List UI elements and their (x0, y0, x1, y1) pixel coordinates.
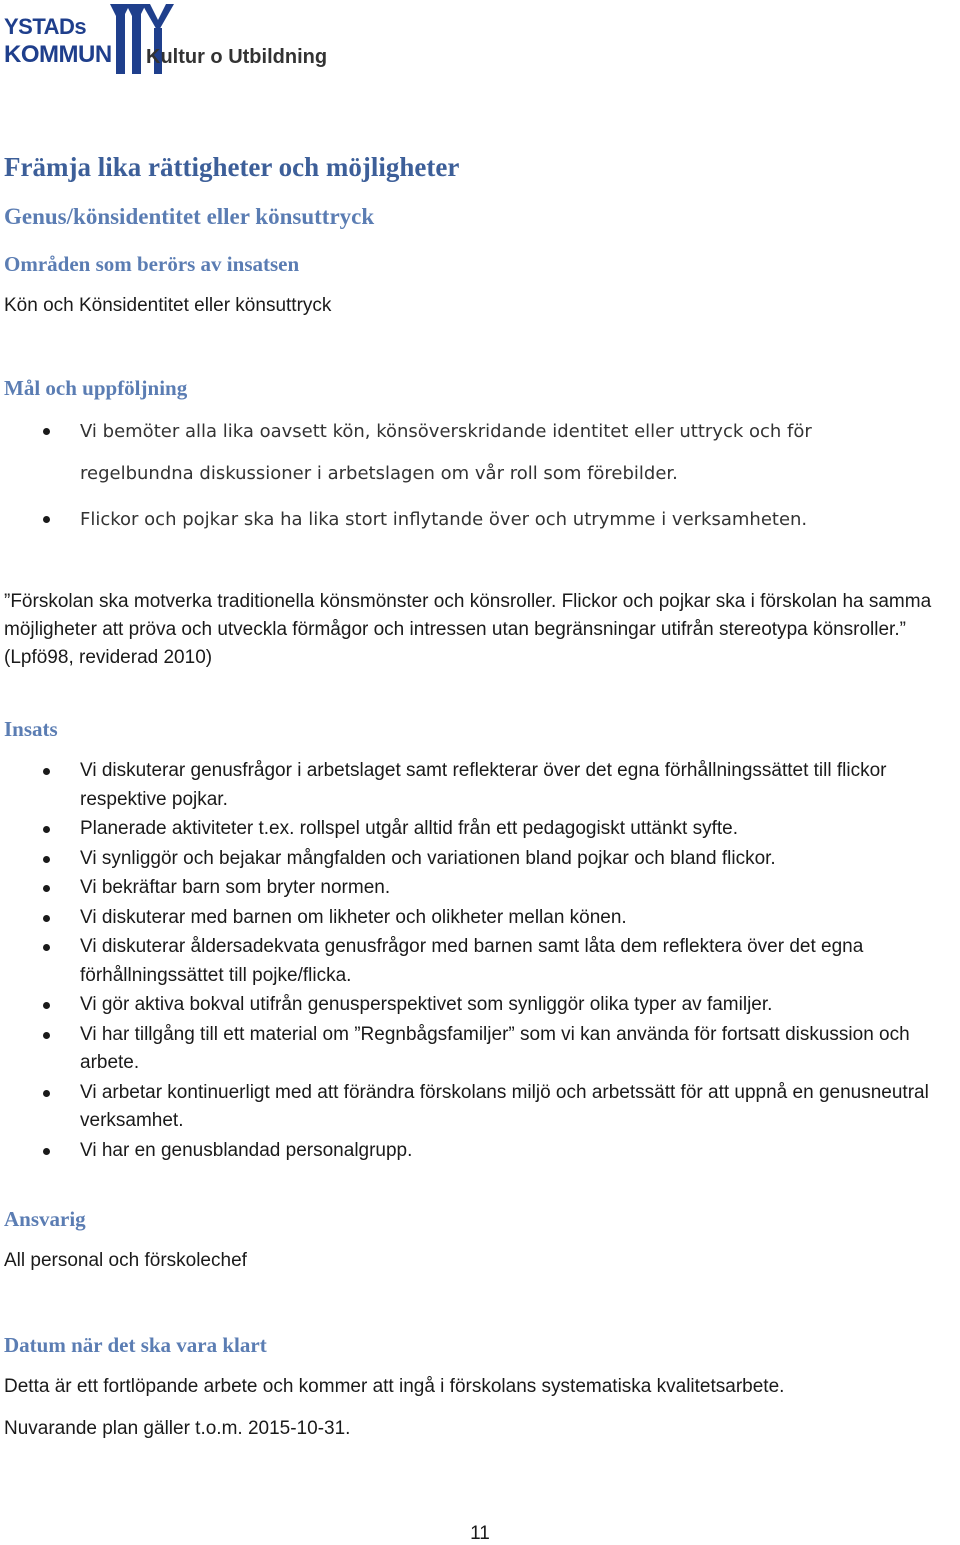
list-item (0, 815, 960, 844)
responsible-heading: Ansvarig (4, 1207, 86, 1231)
logo-line2: KOMMUN (4, 41, 112, 68)
bullet-icon (43, 1032, 50, 1039)
responsible-text: All personal och förskolechef (4, 1250, 247, 1271)
curriculum-quote: ”Förskolan ska motverka traditionella könsmönster och könsroller. Flickor och pojkar ska i förskolan ha samma möjligheter att pröva och utveckla förmågor och intressen utan begränsningar utifrån stereotypa könsroller.” (Lpfö98, reviderad 2010) (4, 591, 932, 668)
areas-text: Kön och Könsidentitet eller könsuttryck (4, 295, 332, 316)
bullet-icon (43, 516, 50, 523)
action-text: Vi synliggör och bejakar mångfalden och variationen bland pojkar och bland flickor. (80, 847, 776, 869)
bullet-icon (43, 1090, 50, 1097)
list-item (0, 757, 960, 814)
deadline-heading: Datum när det ska vara klart (4, 1333, 267, 1357)
action-text: Vi har tillgång till ett material om ”Regnbågsfamiljer” som vi kan använda för fortsatt diskussion och arbete. (80, 1023, 910, 1073)
plan-validity-text: Nuvarande plan gäller t.o.m. 2015-10-31. (4, 1418, 351, 1439)
list-item (0, 1137, 960, 1166)
bullet-icon (43, 944, 50, 951)
action-text: Vi har en genusblandad personalgrupp. (80, 1139, 413, 1161)
page-number: 11 (470, 1523, 490, 1544)
bullet-icon (43, 915, 50, 922)
page-subtitle: Genus/könsidentitet eller könsuttryck (4, 204, 375, 229)
list-item (0, 933, 960, 990)
logo-subtitle: Kultur o Utbildning (146, 46, 328, 68)
bullet-icon (43, 1148, 50, 1155)
list-item (0, 904, 960, 933)
bullet-icon (43, 826, 50, 833)
list-item (0, 1079, 960, 1136)
bullet-icon (43, 428, 50, 435)
list-item (0, 411, 900, 495)
goals-list (0, 411, 900, 545)
list-item (0, 874, 960, 903)
action-text: Planerade aktiviteter t.ex. rollspel utgår alltid från ett pedagogiskt uttänkt syfte. (80, 818, 738, 839)
actions-list (0, 757, 960, 1166)
page-title: Främja lika rättigheter och möjligheter (4, 152, 460, 182)
goal-text: Flickor och pojkar ska ha lika stort inflytande över och utrymme i verksamheten. (80, 509, 808, 530)
logo (4, 2, 334, 78)
deadline-text: Detta är ett fortlöpande arbete och kommer att ingå i förskolans systematiska kvalitetsarbete. (4, 1376, 785, 1397)
bullet-icon (43, 885, 50, 892)
bullet-icon (43, 1002, 50, 1009)
logo-line1: YSTADs (4, 14, 87, 39)
action-text: Vi diskuterar genusfrågor i arbetslaget samt reflekterar över det egna förhållningssättet till flickor respektive pojkar. (80, 760, 887, 810)
goals-heading: Mål och uppföljning (4, 376, 188, 400)
bullet-icon (43, 856, 50, 863)
action-text: Vi diskuterar med barnen om likheter och olikheter mellan könen. (80, 906, 627, 928)
action-text: Vi diskuterar åldersadekvata genusfrågor med barnen samt låta dem reflektera över det egna förhållningssättet till pojke/flicka. (80, 936, 864, 986)
goal-text: Vi bemöter alla lika oavsett kön, könsöverskridande identitet eller uttryck och för regelbundna diskussioner i arbetslagen om vår roll som förebilder. (80, 421, 812, 484)
actions-heading: Insats (4, 717, 58, 741)
list-item (0, 845, 960, 874)
list-item (0, 499, 900, 541)
action-text: Vi bekräftar barn som bryter normen. (80, 877, 391, 898)
list-item (0, 1021, 960, 1078)
action-text: Vi gör aktiva bokval utifrån genusperspektivet som synliggör olika typer av familjer. (80, 994, 773, 1015)
areas-heading: Områden som berörs av insatsen (4, 252, 300, 276)
bullet-icon (43, 768, 50, 775)
action-text: Vi arbetar kontinuerligt med att förändra förskolans miljö och arbetssätt för att uppnå en genusneutral verksamhet. (80, 1081, 929, 1131)
list-item (0, 991, 960, 1020)
